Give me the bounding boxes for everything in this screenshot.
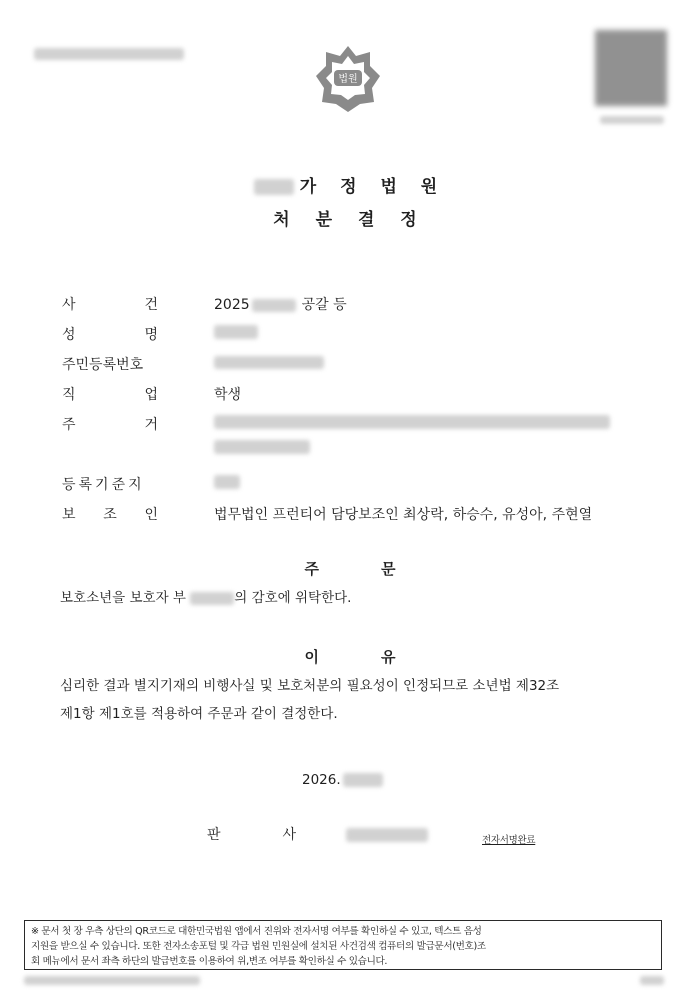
field-case — [62, 294, 662, 324]
field-occupation — [62, 384, 662, 414]
issuance-header-redacted — [34, 48, 184, 60]
reason-line-1: 심리한 결과 별지기재의 비행사실 및 보호처분의 필요성이 인정되므로 소년법 제32조 — [60, 678, 560, 694]
resident-number-redacted — [214, 356, 324, 369]
order-text: 보호소년을 보호자 부 의 감호에 위탁한다. — [60, 590, 352, 606]
case-type: 공갈 등 — [301, 297, 347, 313]
reason-heading: 이 유 — [304, 648, 396, 666]
court-heading — [0, 172, 700, 197]
notice-line-2: 지원을 받으실 수 있습니다. 또한 전자소송포털 및 각급 법원 민원실에 설치된 사건검색 컴퓨터의 발급문서(번호)조 — [31, 941, 486, 952]
field-label: 직 업 — [62, 387, 158, 403]
field-address — [62, 414, 662, 474]
field-registration-base — [62, 474, 662, 504]
case-number-prefix: 2025 — [214, 297, 250, 313]
field-value: 법무법인 프런티어 담당보조인 최상락, 하승수, 유성아, 주현열 — [214, 507, 593, 523]
court-emblem-icon — [312, 42, 384, 114]
document-title: 처 분 결 정 — [273, 210, 427, 230]
verification-notice-box — [24, 920, 662, 970]
field-value — [214, 474, 240, 490]
notice-line-1: ※ 문서 첫 장 우측 상단의 QR코드로 대한민국법원 앱에서 진위와 전자서명 여부를 확인하실 수 있고, 텍스트 음성 — [31, 926, 482, 937]
field-value — [214, 294, 347, 314]
qr-code — [595, 30, 667, 106]
issuance-number-redacted — [24, 976, 200, 985]
reason-line-2: 제1항 제1호를 적용하여 주문과 같이 결정한다. — [60, 706, 338, 722]
field-label: 주민등록번호 — [62, 357, 144, 373]
order-heading: 주 문 — [304, 560, 396, 578]
guardian-name-redacted — [190, 592, 234, 605]
field-value: 학생 — [214, 387, 242, 403]
court-name: 가 정 법 원 — [299, 177, 447, 197]
address-redacted-line2 — [214, 440, 310, 454]
field-label: 사 건 — [62, 297, 158, 313]
field-label: 주 거 — [62, 417, 158, 433]
field-value — [214, 324, 258, 340]
registration-base-redacted — [214, 475, 240, 489]
field-assistant — [62, 504, 662, 534]
judge-name-redacted — [346, 828, 428, 842]
page-number-redacted — [640, 976, 664, 985]
field-value — [214, 354, 324, 370]
name-redacted — [214, 325, 258, 339]
field-name — [62, 324, 662, 354]
electronic-signature: 전자서명완료 — [482, 835, 536, 846]
emblem-text: 법원 — [338, 74, 358, 85]
field-label: 등록기준지 — [62, 477, 145, 493]
reason-text — [60, 672, 650, 728]
decision-date: 2026. — [302, 772, 383, 788]
date-redacted — [343, 773, 383, 787]
field-label: 성 명 — [62, 327, 158, 343]
field-label: 보 조 인 — [62, 507, 158, 523]
court-region-redacted — [254, 179, 294, 195]
judge-line: 판 사 — [207, 824, 428, 844]
notice-line-3: 회 메뉴에서 문서 좌측 하단의 발급번호를 이용하여 위,변조 여부를 확인하실 수 있습니다. — [31, 956, 388, 967]
case-info-table — [62, 294, 662, 534]
field-resident-number — [62, 354, 662, 384]
address-redacted-line1 — [214, 415, 610, 429]
field-value — [214, 414, 610, 454]
qr-caption-redacted — [600, 116, 664, 124]
case-number-redacted — [252, 299, 296, 312]
